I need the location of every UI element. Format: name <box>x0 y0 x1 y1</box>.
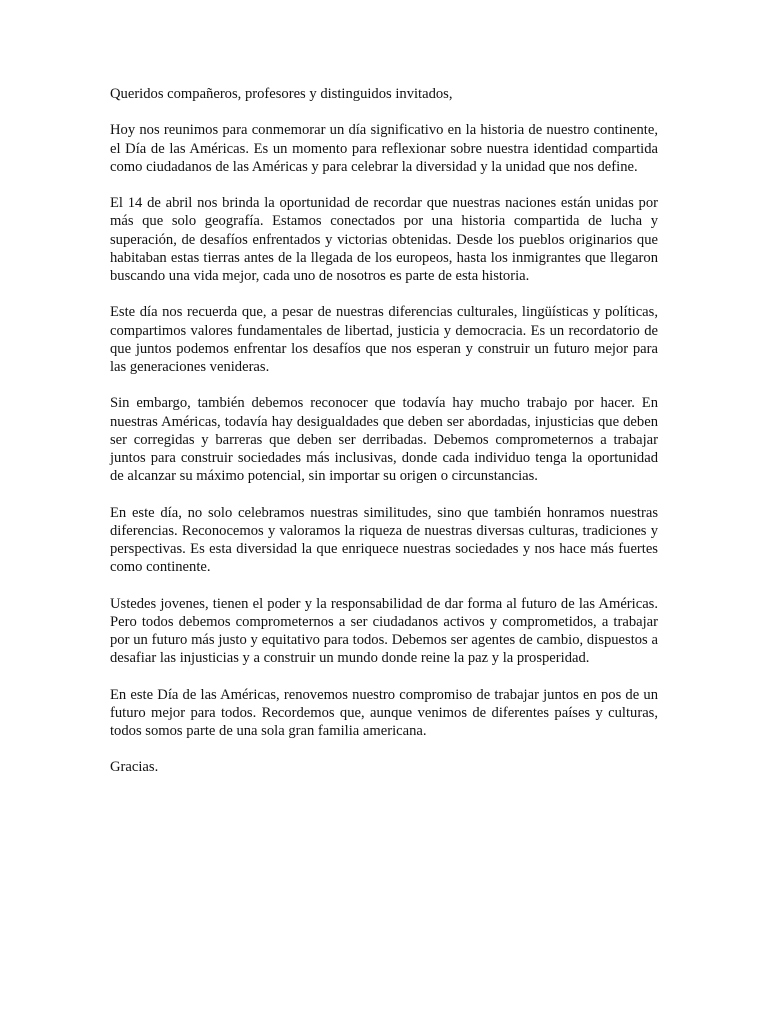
paragraph-6: Ustedes jovenes, tienen el poder y la responsabilidad de dar forma al futuro de las Américas. Pero todos debemos comprometernos a ser ciudadanos activos y comprometidos, a trabajar por un futuro más justo y equitativo para todos. Debemos ser agentes de cambio, dispuestos a desafiar las injusticias y a construir un mundo donde reine la paz y la prosperidad. <box>110 595 658 667</box>
speech-body <box>110 85 658 795</box>
paragraph-4: Sin embargo, también debemos reconocer que todavía hay mucho trabajo por hacer. En nuestras Américas, todavía hay desigualdades que deben ser abordadas, injusticias que deben ser corregidas y barreras que deben ser derribadas. Debemos comprometernos a trabajar juntos para construir sociedades más inclusivas, donde cada individuo tenga la oportunidad de alcanzar su máximo potencial, sin importar su origen o circunstancias. <box>110 395 658 485</box>
paragraph-2: El 14 de abril nos brinda la oportunidad de recordar que nuestras naciones están unidas por más que solo geografía. Estamos conectados por una historia compartida de lucha y superación, de desafíos enfrentados y victorias obtenidas. Desde los pueblos originarios que habitaban estas tierras antes de la llegada de los europeos, hasta los inmigrantes que llegaron buscando una vida mejor, cada uno de nosotros es parte de esta historia. <box>110 195 658 284</box>
paragraph-5: En este día, no solo celebramos nuestras similitudes, sino que también honramos nuestras diferencias. Reconocemos y valoramos la riqueza de nuestras diversas culturas, tradiciones y perspectivas. Es esta diversidad la que enriquece nuestras sociedades y nos hace más fuertes como continente. <box>110 504 658 576</box>
paragraph-3: Este día nos recuerda que, a pesar de nuestras diferencias culturales, lingüísticas y políticas, compartimos valores fundamentales de libertad, justicia y democracia. Es un recordatorio de que juntos podemos enfrentar los desafíos que nos esperan y construir un futuro mejor para las generaciones venideras. <box>110 304 658 375</box>
paragraph-1: Hoy nos reunimos para conmemorar un día significativo en la historia de nuestro continente, el Día de las Américas. Es un momento para reflexionar sobre nuestra identidad compartida como ciudadanos de las Américas y para celebrar la diversidad y la unidad que nos define. <box>110 122 658 175</box>
salutation: Queridos compañeros, profesores y distinguidos invitados, <box>110 86 453 102</box>
closing: Gracias. <box>110 759 159 776</box>
paragraph-7: En este Día de las Américas, renovemos nuestro compromiso de trabajar juntos en pos de un futuro mejor para todos. Recordemos que, aunque venimos de diferentes países y culturas, todos somos parte de una sola gran familia americana. <box>110 686 658 739</box>
